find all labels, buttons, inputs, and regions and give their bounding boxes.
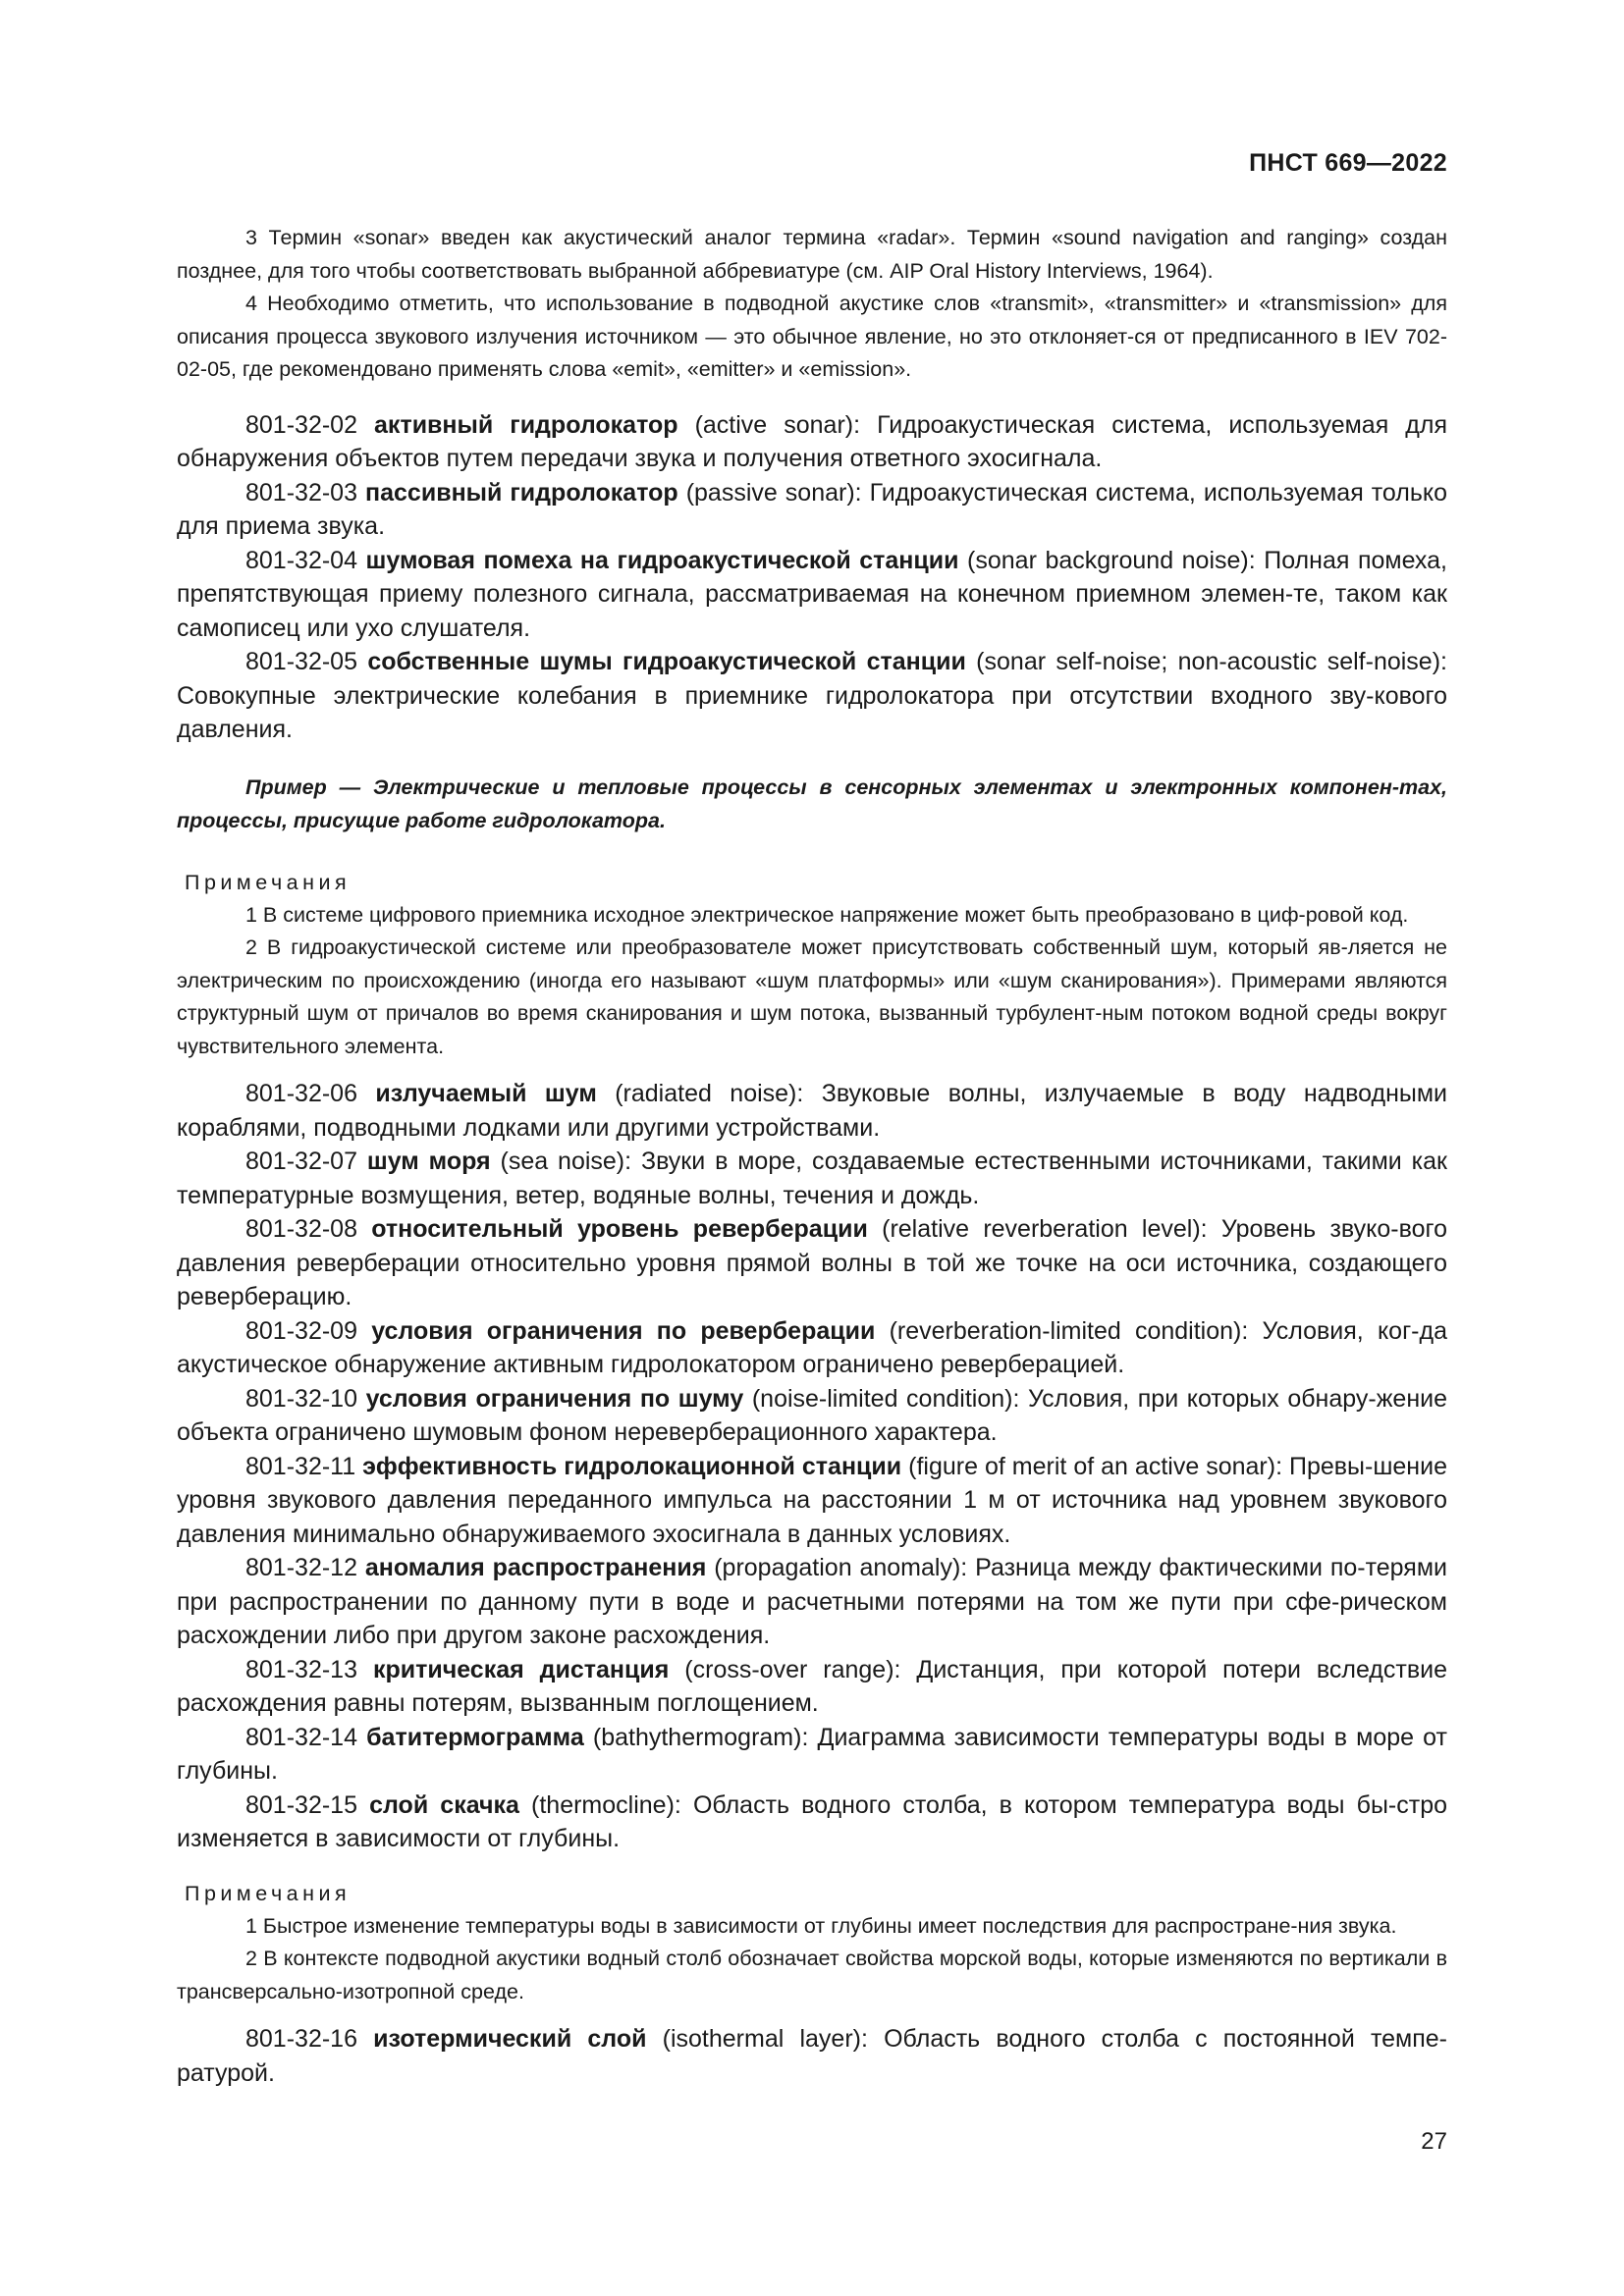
term-code: 801-32-03 [245,478,357,507]
page-number: 27 [1421,2128,1447,2155]
document-body [177,222,1447,2090]
term-entry [177,1450,1447,1552]
intro-note-3: 3 Термин «sonar» введен как акустический аналог термина «radar». Термин «sound navigation and ranging» создан позднее, для того чтобы соответствовать выбранной аббревиатуре (см. AIP Oral History Interviews, 1964). [177,226,1447,283]
term-entry [177,544,1447,646]
term-name: изотермический слой [373,2025,647,2053]
term-entry [177,408,1447,476]
term-entry [177,1721,1447,1789]
term-name: батитермограмма [366,1723,584,1751]
example-text: Пример — Электрические и тепловые процессы в сенсорных элементах и электронных компонен-тах, процессы, присущие работе гидролокатора. [177,774,1447,832]
term-definition: (figure of merit of an active sonar): Превы-шение уровня звукового давления переданного импульса на расстоянии 1 м от источника над уровнем звукового давления минимально обнаруживаемого эхосигнала в данных условиях. [177,1452,1447,1548]
term-entry [177,1382,1447,1450]
term-name: пассивный гидролокатор [365,478,678,507]
term-definition: (reverberation-limited condition): Условия, ког-да акустическое обнаружение активным гидролокатором ограничено реверберацией. [177,1316,1448,1378]
term-entry [177,1551,1447,1653]
term-definition: (sea noise): Звуки в море, создаваемые естественными источниками, такими как температурные возмущения, ветер, водяные волны, течения и дождь. [177,1148,1447,1209]
term-code: 801-32-07 [245,1148,357,1175]
term-name: условия ограничения по шуму [365,1384,744,1413]
term-name: условия ограничения по реверберации [371,1316,876,1345]
term-code: 801-32-12 [245,1554,357,1581]
term-definition: (noise-limited condition): Условия, при которых обнару-жение объекта ограничено шумовым фоном нереверберационного характера. [177,1384,1448,1446]
note-item: 2 В контексте подводной акустики водный столб обозначает свойства морской воды, которые изменяются по вертикали в трансверсально-изотропной среде. [177,1947,1447,2003]
term-entry [177,645,1447,747]
term-code: 801-32-10 [245,1384,357,1413]
term-name: собственные шумы гидроакустической станции [367,648,966,675]
term-definition: (sonar background noise): Полная помеха, препятствующая приему полезного сигнала, рассматриваемая на конечном приемном элемен-те, таком как самописец или ухо слушателя. [177,546,1447,642]
notes-heading: Примечания [185,1881,352,1905]
term-definition: (thermocline): Область водного столба, в котором температура воды бы-стро изменяется в зависимости от глубины. [177,1790,1447,1852]
term-name: шум моря [366,1148,491,1175]
note-item: 1 В системе цифрового приемника исходное электрическое напряжение может быть преобразовано в циф-ровой код. [245,902,1409,927]
term-code: 801-32-06 [245,1080,357,1107]
term-name: аномалия распространения [364,1554,707,1581]
term-definition: (active sonar): Гидроакустическая система, используемая для обнаружения объектов путем передачи звука и получения ответного эхосигнала. [177,410,1447,472]
term-code: 801-32-11 [245,1452,356,1480]
term-code: 801-32-15 [245,1790,357,1819]
term-code: 801-32-04 [245,546,357,574]
term-entry [177,1212,1447,1314]
note-item: 1 Быстрое изменение температуры воды в зависимости от глубины имеет последствия для распростране-ния звука. [245,1913,1397,1938]
term-definition: (bathythermogram): Диаграмма зависимости температуры воды в море от глубины. [177,1723,1447,1785]
term-entry [177,1314,1447,1382]
term-definition: (isothermal layer): Область водного столба с постоянной темпе-ратурой. [177,2025,1448,2087]
term-code: 801-32-14 [245,1723,357,1751]
term-name: активный гидролокатор [374,410,678,439]
term-entry [177,476,1447,544]
intro-note-4: 4 Необходимо отметить, что использование в подводной акустике слов «transmit», «transmitter» и «transmission» для описания процесса звукового излучения источником — это обычное явление, но это отклоняет-ся от предписанного в IEV 702-02-05, где рекомендовано применять слова «emit», «emitter» и «emission». [177,292,1447,381]
term-code: 801-32-08 [245,1215,357,1243]
term-code: 801-32-16 [245,2025,357,2053]
term-entry [177,1077,1447,1145]
term-definition: (radiated noise): Звуковые волны, излучаемые в воду надводными кораблями, подводными лодками или другими устройствами. [177,1080,1448,1142]
term-entry [177,1653,1447,1721]
term-entry [177,1789,1447,1856]
term-name: относительный уровень реверберации [371,1215,868,1243]
term-definition: (propagation anomaly): Разница между фактическими по-терями при распространении по данному пути в воде и расчетными потерями на том же пути при сфе-рическом расхождении либо при другом законе расхождения. [177,1554,1447,1649]
term-code: 801-32-05 [245,648,357,675]
term-name: излучаемый шум [375,1080,597,1107]
term-name: эффективность гидролокационной станции [362,1452,902,1480]
term-definition: (relative reverberation level): Уровень звуко-вого давления реверберации относительно уровня прямой волны в той же точке на оси источника, создающего реверберацию. [177,1215,1447,1310]
document-id-header: ПНСТ 669—2022 [1249,149,1447,177]
term-definition: (cross-over range): Дистанция, при которой потери вследствие расхождения равны потерям, вызванным поглощением. [177,1655,1447,1717]
term-name: шумовая помеха на гидроакустической станции [365,546,959,574]
term-definition: (passive sonar): Гидроакустическая система, используемая только для приема звука. [177,478,1448,540]
note-item: 2 В гидроакустической системе или преобразователе может присутствовать собственный шум, который яв-ляется не электрическим по происхождению (иногда его называют «шум платформы» или «шум сканирования»). Примерами являются структурный шум от причалов во время сканирования и шум потока, вызванный турбулент-ным потоком водной среды вокруг чувствительного элемента. [177,935,1447,1058]
term-code: 801-32-13 [245,1655,357,1683]
term-entry [177,2022,1447,2090]
term-entry [177,1145,1447,1212]
term-definition: (sonar self-noise; non-acoustic self-noise): Совокупные электрические колебания в приемнике гидролокатора при отсутствии входного зву-кового давления. [177,648,1447,743]
notes-heading: Примечания [185,870,352,894]
term-name: слой скачка [369,1790,519,1819]
term-code: 801-32-02 [245,410,357,439]
term-name: критическая дистанция [372,1655,670,1683]
term-code: 801-32-09 [245,1316,357,1345]
